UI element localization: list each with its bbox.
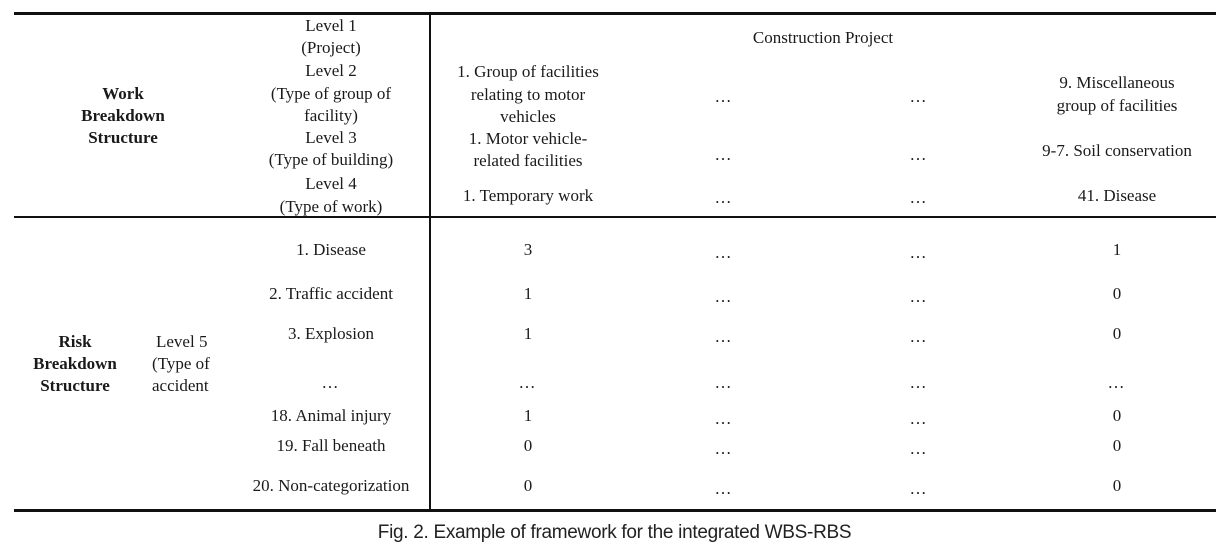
risk-row-label: 20. Non-categorization — [252, 476, 410, 495]
risk-row-first-value: 1 — [523, 324, 533, 343]
risk-row-last-value: 0 — [1112, 324, 1122, 343]
risk-row-first-value: 0 — [523, 476, 533, 495]
level-label: (Type of building) — [268, 150, 394, 169]
level5-label-line: (Type of — [152, 354, 210, 373]
wbs-cell-first: 1. Temporary work — [462, 186, 594, 205]
ellipsis: … — [714, 439, 734, 458]
risk-row-label: 18. Animal injury — [270, 406, 392, 425]
table-mid-rule — [14, 216, 1216, 218]
risk-row-first-value: 1 — [523, 284, 533, 303]
rbs-label-line: Breakdown — [33, 354, 117, 373]
wbs-cell-first: relating to motor — [470, 85, 586, 104]
wbs-cell-first: vehicles — [500, 107, 556, 126]
level-label: (Type of group of — [270, 84, 392, 103]
wbs-cell-last: group of facilities — [1056, 96, 1178, 115]
ellipsis: … — [909, 87, 929, 106]
level-label: facility) — [304, 106, 358, 125]
ellipsis: … — [909, 145, 929, 164]
risk-row-last-value: 1 — [1112, 240, 1122, 259]
ellipsis: … — [909, 243, 929, 262]
ellipsis: … — [714, 87, 734, 106]
figure-caption: Fig. 2. Example of framework for the integrated WBS-RBS — [377, 522, 852, 543]
project-title: Construction Project — [752, 28, 894, 47]
ellipsis: … — [909, 327, 929, 346]
ellipsis: … — [909, 373, 929, 392]
ellipsis: … — [909, 409, 929, 428]
wbs-cell-last: 9. Miscellaneous — [1059, 73, 1175, 92]
ellipsis: … — [714, 188, 734, 207]
risk-row-last-value: … — [1107, 373, 1127, 392]
risk-row-first-value: … — [518, 373, 538, 392]
level-label: Level 3 — [305, 128, 357, 147]
ellipsis: … — [714, 243, 734, 262]
level-label: Level 2 — [305, 61, 357, 80]
ellipsis: … — [909, 188, 929, 207]
risk-row-last-value: 0 — [1112, 436, 1122, 455]
ellipsis: … — [714, 145, 734, 164]
wbs-cell-first: 1. Motor vehicle- — [468, 129, 588, 148]
ellipsis: … — [909, 287, 929, 306]
table-bottom-rule — [14, 509, 1216, 512]
risk-row-last-value: 0 — [1112, 284, 1122, 303]
wbs-cell-first: related facilities — [473, 151, 583, 170]
risk-row-last-value: 0 — [1112, 406, 1122, 425]
level-label: (Type of work) — [279, 197, 383, 216]
wbs-cell-last: 41. Disease — [1077, 186, 1157, 205]
table-top-rule — [14, 12, 1216, 15]
risk-row-first-value: 0 — [523, 436, 533, 455]
level5-label-line: accident — [152, 376, 209, 395]
ellipsis: … — [714, 287, 734, 306]
level-label: Level 1 — [305, 16, 357, 35]
risk-row-label: … — [321, 373, 341, 392]
table-column-divider — [429, 14, 431, 510]
risk-row-label: 1. Disease — [296, 240, 366, 259]
level5-label-line: Level 5 — [156, 332, 208, 351]
rbs-label-line: Structure — [40, 376, 110, 395]
ellipsis: … — [714, 327, 734, 346]
rbs-label-line: Risk — [58, 332, 92, 351]
ellipsis: … — [909, 479, 929, 498]
risk-row-label: 19. Fall beneath — [276, 436, 386, 455]
risk-row-label: 2. Traffic accident — [269, 284, 393, 303]
risk-row-label: 3. Explosion — [288, 324, 374, 343]
level-label: Level 4 — [305, 174, 357, 193]
risk-row-first-value: 1 — [523, 406, 533, 425]
ellipsis: … — [714, 409, 734, 428]
level-label: (Project) — [301, 38, 361, 57]
risk-row-last-value: 0 — [1112, 476, 1122, 495]
risk-row-first-value: 3 — [523, 240, 533, 259]
wbs-cell-first: 1. Group of facilities — [457, 62, 599, 81]
wbs-label-line: Breakdown — [81, 106, 165, 125]
wbs-label-line: Work — [102, 84, 144, 103]
wbs-label-line: Structure — [88, 128, 158, 147]
ellipsis: … — [714, 373, 734, 392]
ellipsis: … — [909, 439, 929, 458]
wbs-cell-last: 9-7. Soil conservation — [1042, 141, 1192, 160]
ellipsis: … — [714, 479, 734, 498]
